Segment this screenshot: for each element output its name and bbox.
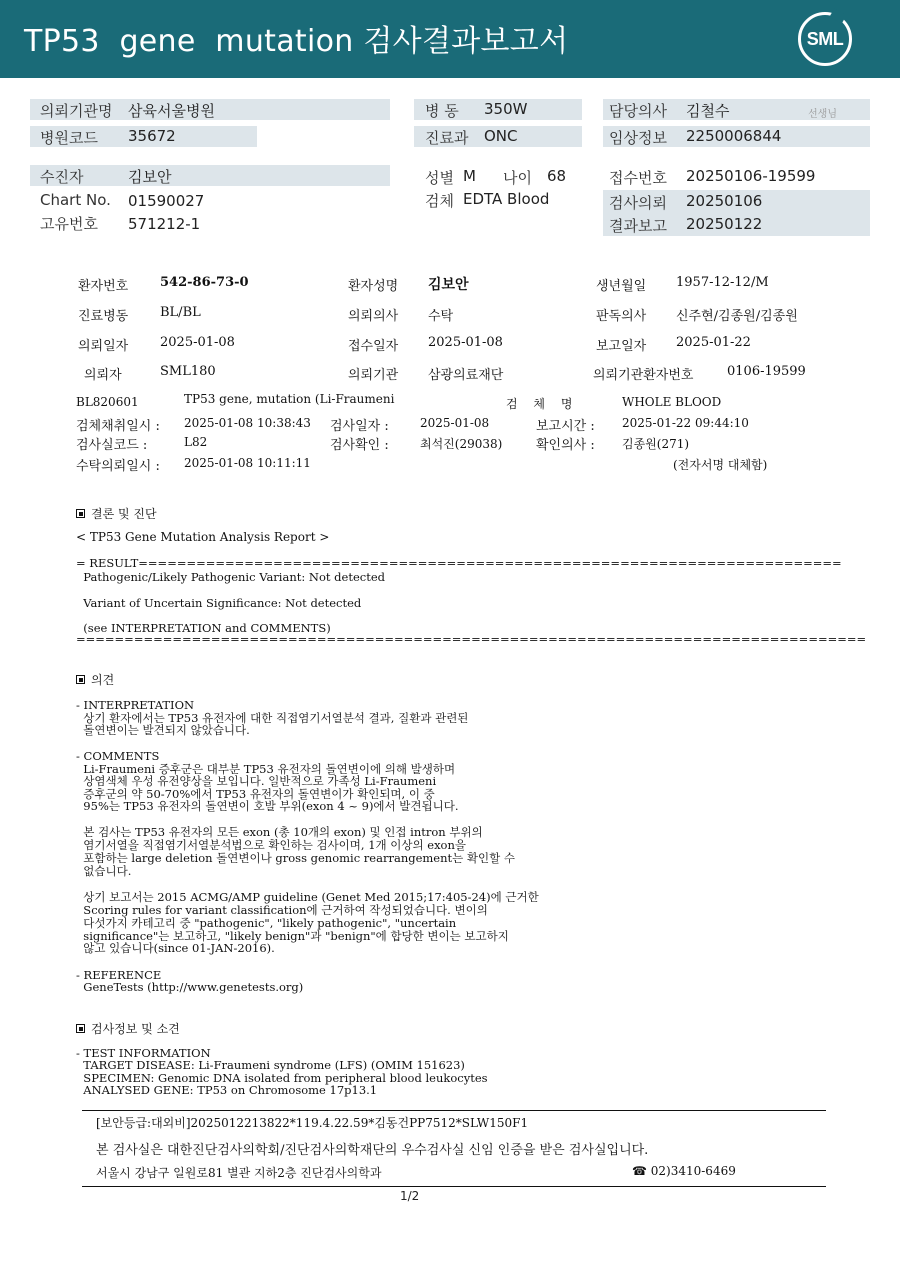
ward-label: 병 동 xyxy=(425,102,459,120)
pname-value: 김보안 xyxy=(428,277,469,293)
testinfo-line: SPECIMEN: Genomic DNA isolated from peripheral blood leukocytes xyxy=(76,1071,488,1085)
request-label: 검사의뢰 xyxy=(609,194,667,212)
section-test-info: 검사정보 및 소견 xyxy=(76,1020,180,1037)
age-value: 68 xyxy=(547,167,567,185)
clinical-label: 임상정보 xyxy=(609,129,667,147)
collect-value: 2025-01-08 10:38:43 xyxy=(184,416,311,430)
id-value: 571212-1 xyxy=(128,215,201,233)
age-label: 나이 xyxy=(503,169,532,187)
interp-line: 돌연변이는 발견되지 않았습니다. xyxy=(76,723,250,737)
comment-line: 본 검사는 TP53 유전자의 모든 exon (총 10개의 exon) 및 인접 intron 부위의 xyxy=(76,825,483,839)
reader-value: 신주현/김종원/김종원 xyxy=(676,309,798,324)
consign-value: 2025-01-08 10:11:11 xyxy=(184,456,311,470)
square-bullet-icon xyxy=(76,1024,85,1033)
report-label: 결과보고 xyxy=(609,217,667,235)
confirm-value: 최석진(29038) xyxy=(420,437,503,451)
receipt-value: 20250106-19599 xyxy=(686,167,816,185)
doctor-suffix: 선생님 xyxy=(808,109,837,120)
reference-line: GeneTests (http://www.genetests.org) xyxy=(76,980,304,994)
birth-label: 생년월일 xyxy=(596,279,647,294)
labcode-value: L82 xyxy=(184,435,208,449)
comment-line: significance"는 보고하고, "likely benign"과 "benign"에 합당한 변이는 보고하지 xyxy=(76,929,509,943)
dept-value: ONC xyxy=(484,127,518,145)
physician-value: 김종원(271) xyxy=(622,437,690,451)
instpno-value: 0106-19599 xyxy=(727,364,806,379)
pname-label: 환자성명 xyxy=(348,279,399,294)
sml-logo: SML xyxy=(798,12,852,66)
comment-line: Li-Fraumeni 증후군은 대부분 TP53 유전자의 돌연변이에 의해 발생하며 xyxy=(76,762,456,776)
requester-label: 의뢰자 xyxy=(84,368,122,383)
inst-value: 삼육서울병원 xyxy=(128,102,215,120)
dward-value: BL/BL xyxy=(160,305,201,320)
reader-label: 판독의사 xyxy=(596,309,647,324)
chart-label: Chart No. xyxy=(40,191,111,209)
physician-label: 확인의사 : xyxy=(536,438,595,453)
report-header xyxy=(0,0,900,78)
section-opinion: 의견 xyxy=(76,671,114,688)
specimen-value: EDTA Blood xyxy=(463,190,550,208)
patient-label: 수진자 xyxy=(40,168,84,186)
recdate-value: 2025-01-08 xyxy=(428,335,503,350)
page-number: 1/2 xyxy=(400,1189,420,1203)
consign-label: 수탁의뢰일시 : xyxy=(76,459,160,474)
result-end-line: ================================================================================== xyxy=(76,632,867,646)
sex-value: M xyxy=(463,167,476,185)
report-value: 20250122 xyxy=(686,215,763,233)
birth-value: 1957-12-12/M xyxy=(676,275,769,290)
code-value: 35672 xyxy=(128,127,176,145)
esign-note: (전자서명 대체함) xyxy=(673,458,768,472)
tspecimen-value: WHOLE BLOOD xyxy=(622,395,722,409)
ward-value: 350W xyxy=(484,100,528,118)
square-bullet-icon xyxy=(76,675,85,684)
receipt-label: 접수번호 xyxy=(609,169,667,187)
chart-value: 01590027 xyxy=(128,192,205,210)
doctor-value: 김철수 xyxy=(686,102,730,120)
collect-label: 검체채취일시 : xyxy=(76,419,160,434)
report-subtitle: < TP53 Gene Mutation Analysis Report > xyxy=(76,530,330,544)
result-line: = RESULT========================================================================= xyxy=(76,556,842,570)
test-name: TP53 gene, mutation (Li-Fraumeni xyxy=(184,392,395,406)
comments-head: - COMMENTS xyxy=(76,749,160,763)
repdate-label: 보고일자 xyxy=(596,339,647,354)
id-label: 고유번호 xyxy=(40,215,98,233)
reporttime-value: 2025-01-22 09:44:10 xyxy=(622,416,749,430)
testdate-value: 2025-01-08 xyxy=(420,416,490,430)
ddoctor-label: 의뢰의사 xyxy=(348,309,399,324)
inst-label: 의뢰기관명 xyxy=(40,102,113,120)
testinfo-head: - TEST INFORMATION xyxy=(76,1046,211,1060)
comment-line: 상염색체 우성 유전양상을 보입니다. 일반적으로 가족성 Li-Fraumeni xyxy=(76,774,437,788)
testinfo-line: TARGET DISEASE: Li-Fraumeni syndrome (LFS) (OMIM 151623) xyxy=(76,1058,465,1072)
testinfo-line: ANALYSED GENE: TP53 on Chromosome 17p13.1 xyxy=(76,1083,378,1097)
pno-value: 542-86-73-0 xyxy=(160,275,249,290)
pno-label: 환자번호 xyxy=(78,279,129,294)
comment-line: 다섯가지 카테고리 중 "pathogenic", "likely pathogenic", "uncertain xyxy=(76,916,457,930)
comment-line: 없습니다. xyxy=(76,864,132,878)
requester-value: SML180 xyxy=(160,364,216,379)
comment-line: 염기서열을 직접염기서열분석법으로 확인하는 검사이며, 1개 이상의 exon을 xyxy=(76,838,466,852)
dept-label: 진료과 xyxy=(425,129,469,147)
interp-line: 상기 환자에서는 TP53 유전자에 대한 직접염기서열분석 결과, 질환과 관련된 xyxy=(76,711,469,725)
comment-line: 포함하는 large deletion 돌연변이나 gross genomic rearrangement는 확인할 수 xyxy=(76,851,515,865)
reporttime-label: 보고시간 : xyxy=(536,419,595,434)
comment-line: 95%는 TP53 유전자의 돌연변이 호발 부위(exon 4 ~ 9)에서 발견됩니다. xyxy=(76,799,459,813)
comment-line: 상기 보고서는 2015 ACMG/AMP guideline (Genet Med 2015;17:405-24)에 근거한 xyxy=(76,890,539,904)
reqdate-value: 2025-01-08 xyxy=(160,335,235,350)
reqdate-label: 의뢰일자 xyxy=(78,339,129,354)
request-value: 20250106 xyxy=(686,192,763,210)
footer-bottom-divider xyxy=(82,1186,826,1187)
patient-value: 김보안 xyxy=(128,168,172,186)
address-line: 서울시 강남구 일원로81 별관 지하2층 진단검사의학과 xyxy=(96,1166,382,1180)
reqinst-value: 삼광의료재단 xyxy=(428,368,504,383)
reference-head: - REFERENCE xyxy=(76,968,162,982)
footer-top-divider xyxy=(82,1110,826,1111)
code-label: 병원코드 xyxy=(40,129,98,147)
comment-line: Scoring rules for variant classification에 근거하여 작성되었습니다. 변이의 xyxy=(76,903,488,917)
instpno-label: 의뢰기관환자번호 xyxy=(593,368,694,383)
specimen-label: 검체 xyxy=(425,192,454,210)
result-pathogenic: Pathogenic/Likely Pathogenic Variant: Not detected xyxy=(76,570,385,584)
doctor-label: 담당의사 xyxy=(609,102,667,120)
dward-label: 진료병동 xyxy=(78,309,129,324)
comment-line: 증후군의 약 50-70%에서 TP53 유전자의 돌연변이가 확인되며, 이 중 xyxy=(76,787,435,801)
labcode-label: 검사실코드 : xyxy=(76,438,148,453)
clinical-value: 2250006844 xyxy=(686,127,782,145)
report-title: TP53 gene mutation 검사결과보고서 xyxy=(24,24,569,59)
result-vus: Variant of Uncertain Significance: Not detected xyxy=(76,596,362,610)
reqinst-label: 의뢰기관 xyxy=(348,368,399,383)
square-bullet-icon xyxy=(76,509,85,518)
recdate-label: 접수일자 xyxy=(348,339,399,354)
section-conclusion: 결론 및 진단 xyxy=(76,505,157,522)
ddoctor-value: 수탁 xyxy=(428,309,454,324)
phone-line: ☎ 02)3410-6469 xyxy=(632,1164,736,1178)
test-code: BL820601 xyxy=(76,395,139,409)
confirm-label: 검사확인 : xyxy=(330,438,389,453)
repdate-value: 2025-01-22 xyxy=(676,335,751,350)
certification-line: 본 검사실은 대한진단검사의학회/진단검사의학재단의 우수검사실 신임 인증을 받은 검사실입니다. xyxy=(96,1143,649,1158)
tspecimen-label: 검 체 명 xyxy=(506,397,579,411)
security-line: [보안등급:대외비]2025012213822*119.4.22.59*김동건PP7512*SLW150F1 xyxy=(96,1116,529,1130)
comment-line: 않고 있습니다(since 01-JAN-2016). xyxy=(76,941,275,955)
testdate-label: 검사일자 : xyxy=(330,419,389,434)
interp-head: - INTERPRETATION xyxy=(76,698,195,712)
result-see: (see INTERPRETATION and COMMENTS) xyxy=(76,621,331,635)
sex-label: 성별 xyxy=(425,169,454,187)
